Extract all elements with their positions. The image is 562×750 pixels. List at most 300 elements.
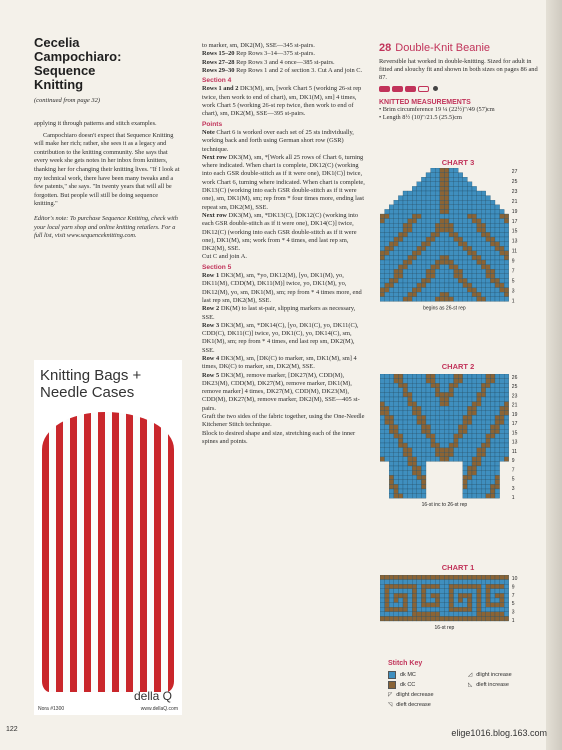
chart-cell bbox=[417, 411, 422, 416]
chart-cell bbox=[385, 379, 390, 384]
chart-cell bbox=[458, 255, 463, 260]
chart-cell bbox=[486, 269, 491, 274]
chart-cell bbox=[454, 402, 459, 407]
chart-cell bbox=[444, 457, 449, 462]
chart-cell bbox=[412, 237, 417, 242]
chart-cell bbox=[486, 265, 491, 270]
chart-cell bbox=[444, 288, 449, 293]
chart-cell bbox=[504, 388, 509, 393]
chart-cell bbox=[477, 494, 482, 499]
chart-cell bbox=[467, 374, 472, 379]
chart-cell bbox=[454, 228, 459, 233]
chart-cell bbox=[426, 598, 431, 603]
chart-cell bbox=[495, 471, 500, 476]
chart-cell bbox=[454, 452, 459, 457]
chart-cell bbox=[417, 232, 422, 237]
chart-cell bbox=[417, 242, 422, 247]
chart-cell bbox=[440, 186, 445, 191]
chart-cell bbox=[472, 191, 477, 196]
chart-cell bbox=[435, 168, 440, 173]
chart-cell bbox=[472, 420, 477, 425]
instruction-paragraph bbox=[202, 372, 368, 413]
chart-cell bbox=[435, 607, 440, 612]
chart-cell bbox=[472, 397, 477, 402]
chart-cell bbox=[481, 415, 486, 420]
row-number-label: 13 bbox=[511, 439, 518, 446]
chart-cell bbox=[444, 397, 449, 402]
chart-cell bbox=[431, 598, 436, 603]
chart-cell bbox=[495, 242, 500, 247]
chart-cell bbox=[458, 191, 463, 196]
chart-cell bbox=[463, 438, 468, 443]
chart-cell bbox=[385, 580, 390, 585]
chart-cell bbox=[421, 457, 426, 462]
chart-cell bbox=[421, 196, 426, 201]
chart-cell bbox=[398, 200, 403, 205]
chart-cell bbox=[454, 191, 459, 196]
row-number-label: 1 bbox=[511, 298, 515, 305]
chart-cell bbox=[389, 475, 394, 480]
chart-cell bbox=[394, 292, 399, 297]
chart-cell bbox=[408, 274, 413, 279]
chart-cell bbox=[421, 434, 426, 439]
chart-cell bbox=[431, 209, 436, 214]
chart-cell bbox=[431, 168, 436, 173]
chart-cell bbox=[421, 397, 426, 402]
chart-cell bbox=[495, 383, 500, 388]
chart-cell bbox=[426, 255, 431, 260]
chart-cell bbox=[495, 379, 500, 384]
row-label: Row 2 bbox=[202, 305, 220, 313]
chart-cell bbox=[500, 429, 505, 434]
chart-cell bbox=[472, 209, 477, 214]
chart-cell bbox=[435, 242, 440, 247]
chart-cell bbox=[421, 584, 426, 589]
chart-cell bbox=[463, 452, 468, 457]
chart-cell bbox=[458, 269, 463, 274]
chart-cell bbox=[454, 265, 459, 270]
chart-cell bbox=[458, 584, 463, 589]
chart-cell bbox=[417, 251, 422, 256]
instruction-paragraph bbox=[202, 42, 368, 50]
measurement-length: • Length 8½ (10)"/21.5 (25.5)cm bbox=[379, 113, 462, 121]
chart-cell bbox=[426, 612, 431, 617]
chart-cell bbox=[472, 425, 477, 430]
chart-cell bbox=[504, 452, 509, 457]
chart-cell bbox=[449, 297, 454, 302]
chart-cell bbox=[421, 443, 426, 448]
chart-cell bbox=[421, 475, 426, 480]
chart-cell bbox=[481, 589, 486, 594]
chart-cell bbox=[467, 584, 472, 589]
chart-cell bbox=[394, 484, 399, 489]
chart-cell bbox=[389, 603, 394, 608]
chart-cell bbox=[495, 489, 500, 494]
chart-cell bbox=[412, 475, 417, 480]
chart-cell bbox=[481, 448, 486, 453]
chart-cell bbox=[472, 374, 477, 379]
pattern-number: 28 bbox=[379, 42, 392, 54]
chart-cell bbox=[385, 237, 390, 242]
chart-cell bbox=[463, 457, 468, 462]
chart-cell bbox=[454, 443, 459, 448]
chart-cell bbox=[403, 265, 408, 270]
chart-cell bbox=[431, 297, 436, 302]
chart-cell bbox=[472, 443, 477, 448]
instruction-paragraph bbox=[202, 305, 368, 322]
row-number-label: 26 bbox=[511, 375, 518, 381]
chart-cell bbox=[403, 292, 408, 297]
chart-cell bbox=[403, 397, 408, 402]
chart-cell bbox=[385, 402, 390, 407]
chart-cell bbox=[449, 434, 454, 439]
article-body bbox=[34, 120, 182, 209]
chart-cell bbox=[449, 278, 454, 283]
chart-cell bbox=[467, 209, 472, 214]
chart-cell bbox=[431, 288, 436, 293]
chart-cell bbox=[412, 603, 417, 608]
chart-cell bbox=[486, 448, 491, 453]
chart-cell bbox=[504, 214, 509, 219]
chart-cell bbox=[444, 232, 449, 237]
chart-cell bbox=[477, 420, 482, 425]
chart-cell bbox=[385, 415, 390, 420]
chart-cell bbox=[394, 612, 399, 617]
chart-cell bbox=[408, 489, 413, 494]
chart-cell bbox=[417, 397, 422, 402]
chart-cell bbox=[440, 260, 445, 265]
chart-cell bbox=[380, 379, 385, 384]
chart-cell bbox=[385, 434, 390, 439]
chart-cell bbox=[490, 607, 495, 612]
chart-cell bbox=[421, 292, 426, 297]
chart-cell bbox=[458, 452, 463, 457]
chart-cell bbox=[500, 242, 505, 247]
chart-cell bbox=[403, 255, 408, 260]
chart-cell bbox=[431, 283, 436, 288]
chart-cell bbox=[467, 475, 472, 480]
chart-cell bbox=[463, 177, 468, 182]
chart-cell bbox=[394, 200, 399, 205]
chart-cell bbox=[449, 251, 454, 256]
chart-cell bbox=[490, 489, 495, 494]
chart-cell bbox=[389, 406, 394, 411]
chart-cell bbox=[398, 265, 403, 270]
chart-cell bbox=[435, 425, 440, 430]
chart-cell bbox=[449, 402, 454, 407]
chart-cell bbox=[495, 466, 500, 471]
chart-cell bbox=[444, 603, 449, 608]
chart-cell bbox=[421, 278, 426, 283]
chart-cell bbox=[417, 260, 422, 265]
chart-cell bbox=[458, 196, 463, 201]
chart-cell bbox=[435, 232, 440, 237]
chart-cell bbox=[440, 406, 445, 411]
chart-cell bbox=[495, 612, 500, 617]
chart-cell bbox=[481, 425, 486, 430]
chart-cell bbox=[454, 232, 459, 237]
chart-cell bbox=[472, 260, 477, 265]
chart-cell bbox=[486, 494, 491, 499]
measurement-brim: • Brim circumference 19 ¼ (22½)"/49 (57)cm bbox=[379, 105, 495, 113]
chart-cell bbox=[408, 589, 413, 594]
chart-cell bbox=[431, 374, 436, 379]
chart-cell bbox=[500, 425, 505, 430]
chart-cell bbox=[435, 616, 440, 621]
instruction-text: DK3(M), sm, [work Chart 5 (working 26-st rep twice, then work to end of chart), sm, DK1(M), sm] 4 times, work Chart 5 (working 26-st rep twice, then work to end of chart), sm, DK2(M), SSE—395 st-pairs. bbox=[202, 85, 362, 118]
chart-cell bbox=[435, 260, 440, 265]
chart-cell bbox=[412, 209, 417, 214]
chart-cell bbox=[477, 374, 482, 379]
chart-cell bbox=[504, 420, 509, 425]
chart-cell bbox=[421, 246, 426, 251]
chart-cell bbox=[500, 603, 505, 608]
chart-cell bbox=[398, 411, 403, 416]
chart-cell bbox=[500, 228, 505, 233]
chart-cell bbox=[435, 200, 440, 205]
chart-cell bbox=[389, 457, 394, 462]
chart-cell bbox=[398, 612, 403, 617]
chart-cell bbox=[486, 612, 491, 617]
chart-cell bbox=[403, 191, 408, 196]
chart-cell bbox=[472, 448, 477, 453]
chart-cell bbox=[477, 584, 482, 589]
row-label: Next row bbox=[202, 153, 227, 161]
chart-cell bbox=[495, 392, 500, 397]
chart-cell bbox=[477, 196, 482, 201]
chart-cell bbox=[398, 584, 403, 589]
chart-cell bbox=[486, 484, 491, 489]
chart-cell bbox=[380, 438, 385, 443]
ad-footer bbox=[38, 706, 178, 712]
chart-cell bbox=[490, 425, 495, 430]
instruction-text: DK3(M), sm, *[Work all 25 rows of Chart 6, turning where indicated. When chart is complete, DK12(C) (working into each GSR double-stitch as if it were one), DK1(C)] twice, work Chart 6, turning where indicated. When chart is complete, DK13(C) (working into each GSR double-stitch as if it were one), sm, DK1(M), sm; rep from * four times more, ending last repeat sm, DK2(M), SSE. bbox=[202, 153, 365, 211]
chart-cell bbox=[481, 392, 486, 397]
chart-cell bbox=[440, 228, 445, 233]
chart-cell bbox=[408, 297, 413, 302]
key-item-left-dec bbox=[388, 700, 548, 710]
chart-cell bbox=[444, 607, 449, 612]
chart-cell bbox=[454, 209, 459, 214]
pattern-description: Reversible hat worked in double-knitting. Sized for adult in fitted and slouchy fit and shown in both sizes on pages 86 and 87. bbox=[379, 58, 538, 82]
chart-cell bbox=[440, 288, 445, 293]
chart-cell bbox=[398, 388, 403, 393]
chart-cell bbox=[463, 584, 468, 589]
chart-cell bbox=[417, 448, 422, 453]
chart-cell bbox=[495, 237, 500, 242]
chart-cell bbox=[449, 191, 454, 196]
page-number: 122 bbox=[6, 726, 18, 733]
chart-cell bbox=[454, 251, 459, 256]
chart-cell bbox=[458, 434, 463, 439]
chart-cell bbox=[431, 219, 436, 224]
chart-cell bbox=[389, 607, 394, 612]
chart-cell bbox=[440, 616, 445, 621]
chart-cell bbox=[500, 374, 505, 379]
chart-cell bbox=[417, 593, 422, 598]
chart-cell bbox=[417, 484, 422, 489]
instruction-text: Rep Rows 3–14—375 st-pairs. bbox=[234, 50, 315, 58]
chart-cell bbox=[504, 612, 509, 617]
chart-cell bbox=[412, 246, 417, 251]
chart-cell bbox=[440, 232, 445, 237]
row-number-label: 5 bbox=[511, 476, 515, 483]
chart-cell bbox=[385, 406, 390, 411]
chart-cell bbox=[403, 452, 408, 457]
chart-cell bbox=[426, 607, 431, 612]
chart-cell bbox=[481, 580, 486, 585]
chart-cell bbox=[454, 397, 459, 402]
chart-cell bbox=[394, 461, 399, 466]
chart-cell bbox=[454, 575, 459, 580]
chart-cell bbox=[486, 593, 491, 598]
chart-cell bbox=[463, 246, 468, 251]
chart-cell bbox=[385, 397, 390, 402]
chart-cell bbox=[481, 484, 486, 489]
chart-cell bbox=[431, 593, 436, 598]
chart-cell bbox=[504, 392, 509, 397]
chart-cell bbox=[454, 255, 459, 260]
chart-cell bbox=[504, 406, 509, 411]
key-label: dleft increase bbox=[476, 682, 509, 688]
instruction-text: DK3(M), remove marker, [DK27(M), CDD(M), DK23(M), CDD(M), DK27(M), remove marker, DK1(M), remove marker] 4 times, DK27(M), CDD(M), DK23(M), CDD(M), DK27(M), remove marker, DK2(M), SSE—405 st-pairs. bbox=[202, 371, 360, 412]
chart-cell bbox=[408, 269, 413, 274]
chart-cell bbox=[385, 292, 390, 297]
chart-cell bbox=[486, 489, 491, 494]
chart-cell bbox=[463, 383, 468, 388]
chart-cell bbox=[398, 452, 403, 457]
chart-cell bbox=[440, 242, 445, 247]
chart-cell bbox=[426, 425, 431, 430]
chart-cell bbox=[380, 242, 385, 247]
chart-cell bbox=[444, 411, 449, 416]
chart-cell bbox=[486, 246, 491, 251]
chart-cell bbox=[389, 397, 394, 402]
chart-cell bbox=[412, 283, 417, 288]
chart-rep-note: begins as 26-st rep bbox=[423, 305, 466, 312]
chart-cell bbox=[421, 269, 426, 274]
chart-cell bbox=[444, 374, 449, 379]
chart-cell bbox=[389, 461, 394, 466]
chart-cell bbox=[421, 205, 426, 210]
chart-cell bbox=[454, 274, 459, 279]
chart-cell bbox=[490, 278, 495, 283]
chart-cell bbox=[467, 438, 472, 443]
chart-cell bbox=[463, 607, 468, 612]
chart-cell bbox=[472, 278, 477, 283]
chart-cell bbox=[421, 575, 426, 580]
instruction-paragraph bbox=[202, 59, 368, 67]
chart-cell bbox=[449, 589, 454, 594]
chart-cell bbox=[403, 260, 408, 265]
row-number-label: 11 bbox=[511, 448, 518, 455]
chart-cell bbox=[435, 237, 440, 242]
chart-cell bbox=[403, 580, 408, 585]
chart-cell bbox=[458, 580, 463, 585]
section-heading: Section 4 bbox=[202, 77, 232, 85]
chart-cell bbox=[477, 269, 482, 274]
chart-cell bbox=[486, 411, 491, 416]
chart-cell bbox=[440, 191, 445, 196]
chart-cell bbox=[477, 448, 482, 453]
chart-cell bbox=[408, 415, 413, 420]
chart-cell bbox=[431, 223, 436, 228]
chart-cell bbox=[403, 205, 408, 210]
chart-cell bbox=[504, 580, 509, 585]
chart-cell bbox=[380, 223, 385, 228]
chart-cell bbox=[444, 237, 449, 242]
chart-cell bbox=[394, 429, 399, 434]
chart-cell bbox=[421, 214, 426, 219]
chart-cell bbox=[440, 182, 445, 187]
chart-cell bbox=[431, 214, 436, 219]
skill-level-pip bbox=[405, 86, 416, 92]
chart-cell bbox=[394, 223, 399, 228]
chart-cell bbox=[408, 411, 413, 416]
chart-cell bbox=[403, 448, 408, 453]
chart-cell bbox=[403, 209, 408, 214]
chart-cell bbox=[380, 616, 385, 621]
chart-cell bbox=[398, 425, 403, 430]
chart1-title: CHART 1 bbox=[441, 563, 475, 572]
chart-cell bbox=[481, 429, 486, 434]
chart-cell bbox=[449, 452, 454, 457]
chart-cell bbox=[495, 214, 500, 219]
chart-cell bbox=[463, 232, 468, 237]
chart-cell bbox=[398, 406, 403, 411]
chart-cell bbox=[380, 607, 385, 612]
chart-cell bbox=[426, 205, 431, 210]
chart-cell bbox=[458, 383, 463, 388]
chart-cell bbox=[412, 402, 417, 407]
chart-cell bbox=[403, 494, 408, 499]
chart-cell bbox=[380, 589, 385, 594]
chart-cell bbox=[477, 397, 482, 402]
chart-cell bbox=[389, 265, 394, 270]
chart-cell bbox=[421, 480, 426, 485]
instruction-text: Graft the two sides of the fabric together, using the One-Needle Kitchener Stitch technique. bbox=[202, 413, 365, 429]
skill-level-indicator bbox=[379, 86, 541, 92]
chart-cell bbox=[490, 402, 495, 407]
chart-cell bbox=[467, 260, 472, 265]
chart-cell bbox=[449, 383, 454, 388]
chart-cell bbox=[394, 593, 399, 598]
chart-cell bbox=[500, 457, 505, 462]
chart-cell bbox=[477, 278, 482, 283]
chart-cell bbox=[490, 251, 495, 256]
chart-cell bbox=[500, 255, 505, 260]
chart-cell bbox=[435, 228, 440, 233]
chart-cell bbox=[431, 603, 436, 608]
chart-cell bbox=[481, 383, 486, 388]
chart-cell bbox=[454, 607, 459, 612]
chart-cell bbox=[380, 219, 385, 224]
chart-cell bbox=[500, 415, 505, 420]
chart-cell bbox=[481, 379, 486, 384]
chart-cell bbox=[495, 209, 500, 214]
chart-cell bbox=[444, 425, 449, 430]
chart-cell bbox=[449, 425, 454, 430]
chart-cell bbox=[417, 209, 422, 214]
chart-cell bbox=[486, 392, 491, 397]
chart-cell bbox=[435, 246, 440, 251]
chart-cell bbox=[504, 251, 509, 256]
chart-cell bbox=[385, 593, 390, 598]
chart-cell bbox=[454, 420, 459, 425]
chart-cell bbox=[477, 612, 482, 617]
chart-cell bbox=[385, 269, 390, 274]
chart-cell bbox=[444, 438, 449, 443]
